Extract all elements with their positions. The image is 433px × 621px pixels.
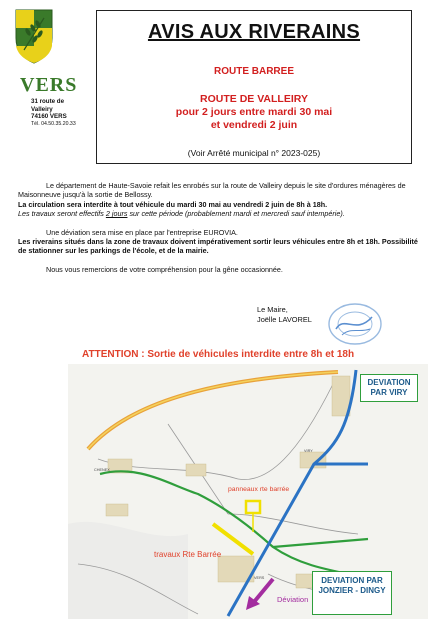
address-line-1: 31 route de [31, 98, 65, 105]
deviation-small-label: Déviation [277, 595, 309, 604]
paragraph-works: Le département de Haute-Savoie refait les enrobés sur la route de Valleiry depuis le site d'ordures ménagères de Maisonneuve jusqu'à la sortie de Bellossy. [18, 181, 406, 200]
attention-warning: ATTENTION : Sortie de véhicules interdite entre 8h et 18h [82, 349, 355, 360]
paragraph-deviation: Une déviation sera mise en place par l'entreprise EUROVIA. [46, 227, 238, 237]
map-place-vers: VERS [254, 576, 265, 580]
address-line-2: Valleiry [31, 105, 53, 113]
signature-block [257, 305, 312, 324]
paragraph-circulation: La circulation sera interdite à tout véhicule du mardi 30 mai au vendredi 2 juin de 8h à 18h. [18, 199, 328, 209]
paragraph-duration [18, 209, 418, 218]
paragraph-residents: Les riverains situés dans la zone de travaux doivent impérativement sortir leurs véhicules entre 8h et 18h. Possibilité de stationner sur les parkings de l'école, et de la mairie. [18, 237, 418, 256]
deviation-jonzier-box: DEVIATION PAR JONZIER - DINGY [312, 571, 392, 615]
official-stamp-icon [326, 301, 384, 347]
notice-title: AVIS AUX RIVERAINS [147, 21, 361, 43]
signature-name: Joëlle LAVOREL [257, 314, 312, 324]
travaux-label: travaux Rte Barrée [154, 550, 222, 559]
route-info [97, 93, 411, 132]
signature-title: Le Maire, [257, 305, 288, 314]
address-line-3: 74160 VERS [31, 113, 67, 121]
municipal-logo [14, 8, 104, 127]
route-line-2: pour 2 jours entre mardi 30 mai [175, 106, 333, 118]
duration-text-start: Les travaux seront effectifs [18, 209, 106, 219]
map-place-viry: VIRY [304, 449, 313, 453]
vers-coat-of-arms-icon [14, 8, 54, 64]
panneaux-label: panneaux rte barrée [228, 486, 290, 493]
duration-text-end: sur cette période (probablement mardi et mercredi sauf intempérie). [127, 209, 345, 219]
notice-subtitle: ROUTE BARREE [213, 66, 294, 77]
arrete-reference: (Voir Arrêté municipal n° 2023-025) [187, 148, 321, 158]
notice-header-box [96, 10, 412, 164]
town-name: VERS [20, 74, 78, 96]
town-address [31, 98, 101, 128]
map-place-chenex: CHENEX [94, 468, 110, 472]
phone-number: Tél. 04.50.35.20.33 [31, 120, 76, 127]
route-line-3: et vendredi 2 juin [210, 119, 298, 131]
notice-body [18, 181, 418, 274]
paragraph-thanks: Nous vous remercions de votre compréhension pour la gêne occasionnée. [46, 264, 283, 274]
route-line-1: ROUTE DE VALLEIRY [200, 93, 308, 105]
deviation-viry-box: DEVIATION PAR VIRY [360, 374, 418, 402]
duration-highlight: 2 jours [105, 209, 128, 219]
